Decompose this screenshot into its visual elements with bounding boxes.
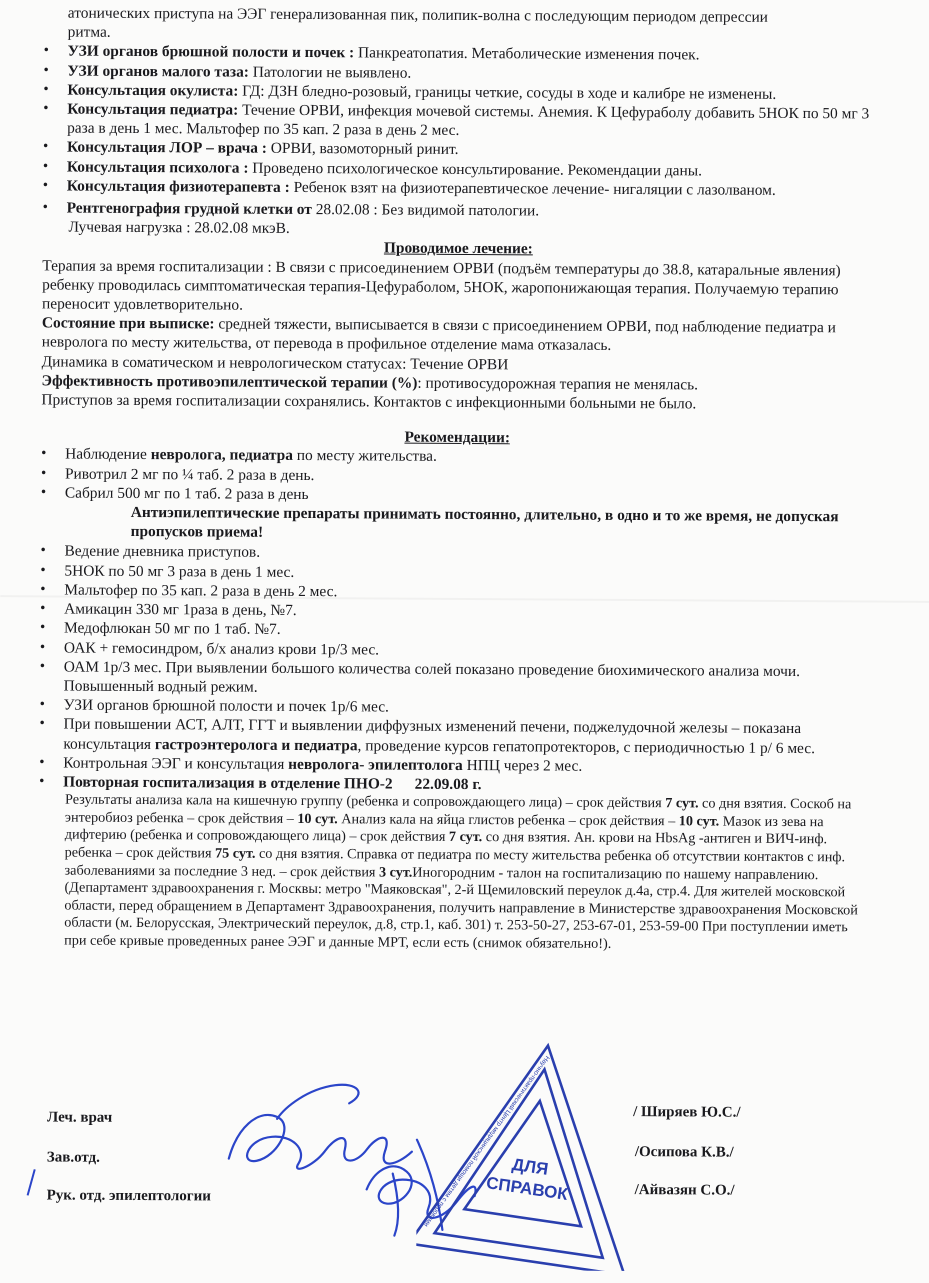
- exam-list: [43, 42, 876, 223]
- antiepileptic-warning: Антиэпилептические препараты принимать постоянно, длительно, в одно и то же время, не допуская пропусков приема!: [130, 504, 839, 542]
- recommendation-item: • 5НОК по 50 мг 3 раза в день 1 мес.: [40, 561, 872, 585]
- recommendation-item: • ОАК + гемосиндром, б/х анализ крови 1р/3 мес.: [40, 638, 872, 662]
- recommendation-item: • УЗИ органов брюшной полости и почек 1р/6 мес.: [40, 696, 872, 720]
- recommendations-heading: Рекомендации:: [404, 428, 511, 447]
- exam-item: • Консультация окулиста: ГД: ДЗН бледно-розовый, границы четкие, сосуды в ходе и калибре не изменены.: [43, 80, 875, 104]
- recommendation-item: • Амикацин 330 мг 1раза в день, №7.: [40, 600, 872, 624]
- fine-print: Результаты анализа кала на кишечную группу (ребенка и сопровождающего лица) – срок действия 7 сут. со дня взятия. Соскоб на энтеробиоз ребенка – срок действия – 10 сут. Анализ кала на яйца глистов ребенка – срок действия – 10 сут. Мазок из зева на дифтерию (ребенка и сопровождающего лица) – срок действия 7 сут. со дня взятия. Ан. крови на HbsAg -антиген и ВИЧ-инф. ребенка – срок действия 75 сут. со дня взятия. Справка от педиатра по месту жительства ребенка об отсутствии контактов с инф. заболеваниями за последние 3 нед. – срок действия 3 сут.Иногородним - талон на госпитализацию по нашему направлению. (Департамент здравоохранения г. Москвы: метро "Маяковская", 2-й Щемиловский переулок д.4а, стр.4. Для жителей московской области, перед обращением в Департамент Здравоохранения, получить направление в Министерстве здравоохранения Московской области (м. Белорусская, Электрический переулок, д.8, стр.1, каб. 301) т. 253-50-27, 253-67-01, 253-59-00 При поступлении иметь при себе кривые проведенных ранее ЭЭГ и данные МРТ, если есть (снимок обязательно!).: [64, 791, 858, 952]
- top-line-2: ритма.: [67, 23, 111, 42]
- exam-item: • УЗИ органов брюшной полости и почек : Панкреатопатия. Метаболические изменения почек.: [44, 42, 876, 66]
- document-body: [38, 3, 876, 955]
- signature-role-head-of-dept: Зав.отд.: [46, 1149, 100, 1166]
- treatment-heading: Проводимое лечение:: [383, 239, 533, 258]
- exam-item: • Консультация педиатра: Течение ОРВИ, инфекция мочевой системы. Анемия. К Цефураболу добавить 5НОК по 50 мг 3 раза в день 1 мес. Мальтофер по 35 кап. 2 раза в день 2 мес.: [43, 99, 875, 142]
- radiation-dose: Лучевая нагрузка : 28.02.08 мкэВ.: [68, 218, 290, 238]
- svg-text:Научно-практический Центр меди: Научно-практический Центр медицинской помощи детям с пороками: [422, 1054, 551, 1228]
- svg-text:СПРАВОК: СПРАВОК: [485, 1173, 569, 1204]
- recommendation-item: • Ривотрил 2 мг по ¼ таб. 2 раза в день.: [41, 464, 873, 488]
- recommendation-item: • Ведение дневника приступов.: [40, 542, 872, 566]
- seizures-note: Приступов за время госпитализации сохранялись. Контактов с инфекционными больными не было.: [41, 391, 697, 413]
- recommendation-item: • Контрольная ЭЭГ и консультация невролога- эпилептолога НПЦ через 2 мес.: [39, 753, 871, 777]
- signature-name-treating-doctor: / Шиpяев Ю.С./: [633, 1104, 741, 1121]
- recommendation-item: • Медофлюкан 50 мг по 1 таб. №7.: [40, 619, 872, 643]
- efficacy: Эффективность противоэпилептической терапии (%): противосудорожная терапия не менялась.: [41, 372, 699, 394]
- signature-name-head-of-dept: /Осипова К.В./: [634, 1144, 734, 1161]
- exam-item: • Консультация ЛОР – врача : ОРВИ, вазомоторный ринит.: [43, 138, 875, 162]
- recommendations-list-b: [39, 542, 873, 797]
- dynamics: Динамика в соматическом и неврологическом статусах: Течение ОРВИ: [41, 353, 509, 373]
- top-line-1: атонических приступа на ЭЭГ генерализованная пик, полипик-волна с последующим периодом депрессии: [67, 4, 769, 26]
- margin-pen-mark: [25, 1167, 39, 1197]
- rehospitalization-item: • Повторная госпитализация в отделение ПНО-2 22.09.08 г.: [39, 772, 871, 796]
- recommendations-list-a: [41, 445, 873, 508]
- signature-role-epilepsy-head: Рук. отд. эпилептологии: [46, 1187, 211, 1205]
- recommendation-item: • Мальтофер по 35 кап. 2 раза в день 2 мес.: [40, 580, 872, 604]
- exam-item: • Консультация психолога : Проведено психологическое консультирование. Рекомендации даны.: [43, 157, 875, 181]
- signature-role-treating-doctor: Леч. врач: [47, 1109, 113, 1126]
- recommendation-item: • ОАМ 1р/3 мес. При выявлении большого количества солей показано проведение биохимического анализа мочи. Повышенный водный режим.: [40, 657, 872, 700]
- svg-text:ДЛЯ: ДЛЯ: [510, 1154, 550, 1179]
- exam-item: • УЗИ органов малого таза: Патологии не выявлено.: [43, 61, 875, 85]
- recommendation-item: • Сабрил 500 мг по 1 таб. 2 раза в день: [41, 483, 873, 507]
- official-stamp: [416, 1040, 647, 1271]
- signature-name-epilepsy-head: /Айвазян С.О./: [634, 1182, 735, 1199]
- discharge-state: Состояние при выписке: средней тяжести, выписывается в связи с присоединением ОРВИ, под наблюдение педиатра и невролога по месту жительства, от перевода в профильное отделение мама отказалась.: [41, 314, 836, 355]
- recommendation-item: • Наблюдение невролога, педиатра по месту жительства.: [41, 445, 873, 469]
- exam-item: • Консультация физиотерапевта : Ребенок взят на физиотерапевтическое лечение- нигаляции с лазолваном.: [43, 176, 875, 200]
- therapy-text: Терапия за время госпитализации : В связи с присоединением ОРВИ (подъём температуры до 38.8, катаральные явления) ребенку проводилась симптоматическая терапия-Цефураболом, 5НОК, жаропонижающая терапия. Получаемую терапию переносит удовлетворительно.: [41, 257, 841, 314]
- recommendation-item: • При повышении АСТ, АЛТ, ГГТ и выявлении диффузных изменений печени, поджелудочной железы – показана консультация гастроэнтеролога и педиатра, проведение курсов гепатопротекторов, с периодичностью 1 р/ 6 мес.: [39, 715, 871, 758]
- exam-item: • Рентгенография грудной клетки от 28.02.08 : Без видимой патологии.: [43, 198, 875, 222]
